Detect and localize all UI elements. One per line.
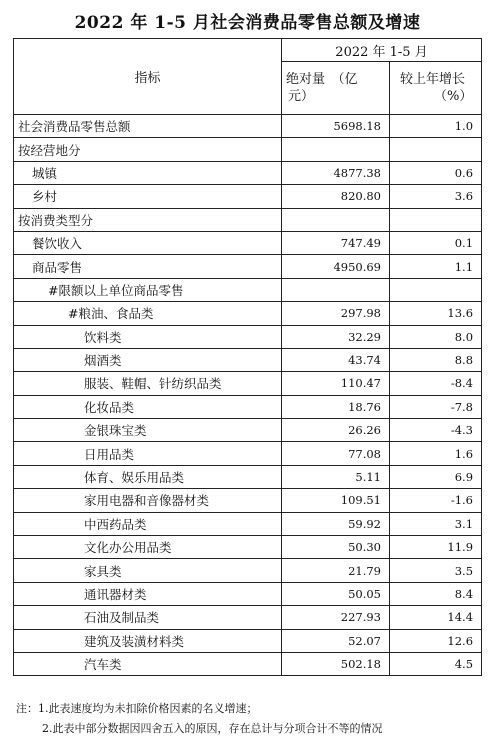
row-value: 43.74 — [282, 348, 390, 371]
row-growth: 1.6 — [390, 442, 482, 465]
row-label: 乡村 — [14, 185, 282, 208]
absolute-header-line2: 元） — [288, 89, 315, 104]
period-header: 2022 年 1-5 月 — [282, 39, 482, 62]
row-label: 按经营地分 — [14, 138, 282, 161]
row-label: 餐饮收入 — [14, 231, 282, 254]
row-growth: 6.9 — [390, 465, 482, 488]
row-value: 26.26 — [282, 419, 390, 442]
absolute-header-line1: 绝对量 （亿 — [286, 72, 358, 87]
row-label: 烟酒类 — [14, 348, 282, 371]
row-label: 按消费类型分 — [14, 208, 282, 231]
row-label: 通讯器材类 — [14, 582, 282, 605]
table-row — [14, 208, 482, 231]
growth-header-line1: 较上年增长 — [400, 72, 466, 87]
row-label: 饮料类 — [14, 325, 282, 348]
row-label: 家用电器和音像器材类 — [14, 489, 282, 512]
table-row — [14, 278, 482, 301]
row-value: 77.08 — [282, 442, 390, 465]
row-value — [282, 138, 390, 161]
table-row — [14, 512, 482, 535]
growth-header — [390, 62, 482, 115]
row-value: 502.18 — [282, 652, 390, 675]
table-row — [14, 302, 482, 325]
row-label: #限额以上单位商品零售 — [14, 278, 282, 301]
row-growth: 12.6 — [390, 629, 482, 652]
row-label: 体育、娱乐用品类 — [14, 465, 282, 488]
table-row — [14, 442, 482, 465]
row-value: 21.79 — [282, 559, 390, 582]
growth-header-line2: （%） — [434, 89, 473, 104]
row-label: 服装、鞋帽、针纺织品类 — [14, 372, 282, 395]
row-value: 820.80 — [282, 185, 390, 208]
row-growth — [390, 208, 482, 231]
row-growth: 13.6 — [390, 302, 482, 325]
row-growth: 0.6 — [390, 161, 482, 184]
table-row — [14, 231, 482, 254]
row-growth: 8.4 — [390, 582, 482, 605]
row-value: 4950.69 — [282, 255, 390, 278]
row-label: 商品零售 — [14, 255, 282, 278]
row-label: 化妆品类 — [14, 395, 282, 418]
row-value: 5698.18 — [282, 115, 390, 138]
row-label: 日用品类 — [14, 442, 282, 465]
row-growth — [390, 138, 482, 161]
indicator-header: 指标 — [14, 39, 282, 115]
table-row — [14, 185, 482, 208]
table-row — [14, 465, 482, 488]
row-growth: 4.5 — [390, 652, 482, 675]
table-row — [14, 559, 482, 582]
row-growth: 1.1 — [390, 255, 482, 278]
row-label: 社会消费品零售总额 — [14, 115, 282, 138]
table-row — [14, 652, 482, 675]
row-value: 59.92 — [282, 512, 390, 535]
row-growth: -4.3 — [390, 419, 482, 442]
row-value: 4877.38 — [282, 161, 390, 184]
table-row — [14, 489, 482, 512]
row-value — [282, 208, 390, 231]
row-value: 110.47 — [282, 372, 390, 395]
note-2: 2.此表中部分数据因四舍五入的原因，存在总计与分项合计不等的情况 — [42, 722, 383, 735]
table-row — [14, 629, 482, 652]
row-label: 石油及制品类 — [14, 606, 282, 629]
row-label: 城镇 — [14, 161, 282, 184]
table-row — [14, 419, 482, 442]
row-label: 汽车类 — [14, 652, 282, 675]
row-value: 18.76 — [282, 395, 390, 418]
row-growth: 3.1 — [390, 512, 482, 535]
row-growth: -7.8 — [390, 395, 482, 418]
row-label: 文化办公用品类 — [14, 536, 282, 559]
retail-sales-table — [13, 38, 482, 676]
row-growth: 8.8 — [390, 348, 482, 371]
row-value: 50.05 — [282, 582, 390, 605]
table-title: 2022 年 1-5 月社会消费品零售总额及增速 — [74, 13, 421, 33]
absolute-value-header — [282, 62, 390, 115]
row-growth: 11.9 — [390, 536, 482, 559]
row-growth: 14.4 — [390, 606, 482, 629]
row-value: 227.93 — [282, 606, 390, 629]
row-growth: 3.5 — [390, 559, 482, 582]
row-value: 52.07 — [282, 629, 390, 652]
row-value — [282, 278, 390, 301]
table-row — [14, 372, 482, 395]
row-growth — [390, 278, 482, 301]
row-value: 297.98 — [282, 302, 390, 325]
table-row — [14, 115, 482, 138]
table-row — [14, 255, 482, 278]
row-label: 中西药品类 — [14, 512, 282, 535]
table-row — [14, 348, 482, 371]
table-row — [14, 161, 482, 184]
row-growth: -1.6 — [390, 489, 482, 512]
table-row — [14, 325, 482, 348]
row-growth: 3.6 — [390, 185, 482, 208]
row-label: #粮油、食品类 — [14, 302, 282, 325]
row-value: 50.30 — [282, 536, 390, 559]
row-value: 32.29 — [282, 325, 390, 348]
table-row — [14, 536, 482, 559]
row-growth: 8.0 — [390, 325, 482, 348]
row-growth: 1.0 — [390, 115, 482, 138]
table-row — [14, 606, 482, 629]
note-1: 注：1.此表速度均为未扣除价格因素的名义增速； — [16, 702, 258, 715]
row-label: 金银珠宝类 — [14, 419, 282, 442]
row-label: 家具类 — [14, 559, 282, 582]
row-growth: -8.4 — [390, 372, 482, 395]
row-growth: 0.1 — [390, 231, 482, 254]
table-row — [14, 582, 482, 605]
row-value: 5.11 — [282, 465, 390, 488]
table-row — [14, 138, 482, 161]
row-label: 建筑及装潢材料类 — [14, 629, 282, 652]
table-notes — [16, 699, 486, 739]
row-value: 747.49 — [282, 231, 390, 254]
table-row — [14, 395, 482, 418]
row-value: 109.51 — [282, 489, 390, 512]
